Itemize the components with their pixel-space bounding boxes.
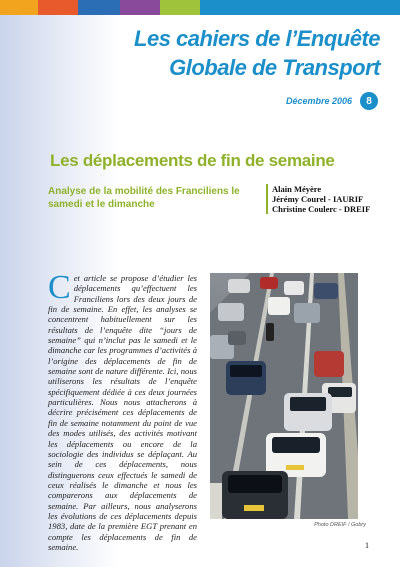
color-strip-segment [78,0,120,15]
article-body-text: et article se propose d’étudier les déplacements qu’effectuent les Franciliens lors des deux jours de fin de semaine. En effet, les analyses se concentrent habituellement sur les résultats de l’enquête dite “jours de semaine” qui n’inclut pas le samedi et le dimanche car les programmes d’activités à l’origine des déplacements de fin de semaine sont de nature différente. Ici, nous utiliserons les résultats de l’enquête spécifiquement dédiée à ces deux journées particulières. Nous nous attacherons à décrire précisément ces déplacements de fin de semaine notamment du point de vue des modes utilisés, des activités motivant les déplacements ou encore de la sociologie des individus se déplaçant. Au sein de ces déplacements, nous distinguerons ceux effectués le samedi de ceux réalisés le dimanche et nous les comparerons aux déplacements de semaine. Par ailleurs, nous analyserons les évolutions de ces déplacements depuis 1983, date de la première EGT prenant en compte les déplacements de fin de semaine. [48,273,197,552]
color-strip-segment [120,0,160,15]
author-name: Jérémy Courel - IAURIF [272,194,364,204]
issue-date: Décembre 2006 [285,96,352,106]
series-title [120,24,380,82]
traffic-photo-image [210,273,358,519]
author-name: Christine Coulerc - DREIF [272,204,371,214]
drop-cap: C [48,269,71,306]
color-strip [0,0,400,15]
article-subtitle: Analyse de la mobilité des Franciliens le samedi et le dimanche [48,186,240,210]
series-title-line1: Les cahiers de l’Enquête [134,26,380,51]
color-strip-segment [160,0,200,15]
article-body [48,269,197,552]
page-number: 1 [365,541,369,550]
article-title: Les déplacements de fin de semaine [50,151,335,170]
color-strip-segment [0,0,38,15]
photo-credit: Photo DREIF / Gobry [314,522,366,528]
author-name: Alain Méyère [272,184,322,194]
author-list [266,184,392,214]
series-title-line2: Globale de Transport [169,55,380,80]
issue-number-badge: 8 [360,92,378,110]
issue-info [286,92,378,110]
traffic-photo [210,273,358,519]
color-strip-segment [38,0,78,15]
color-strip-segment [200,0,400,15]
